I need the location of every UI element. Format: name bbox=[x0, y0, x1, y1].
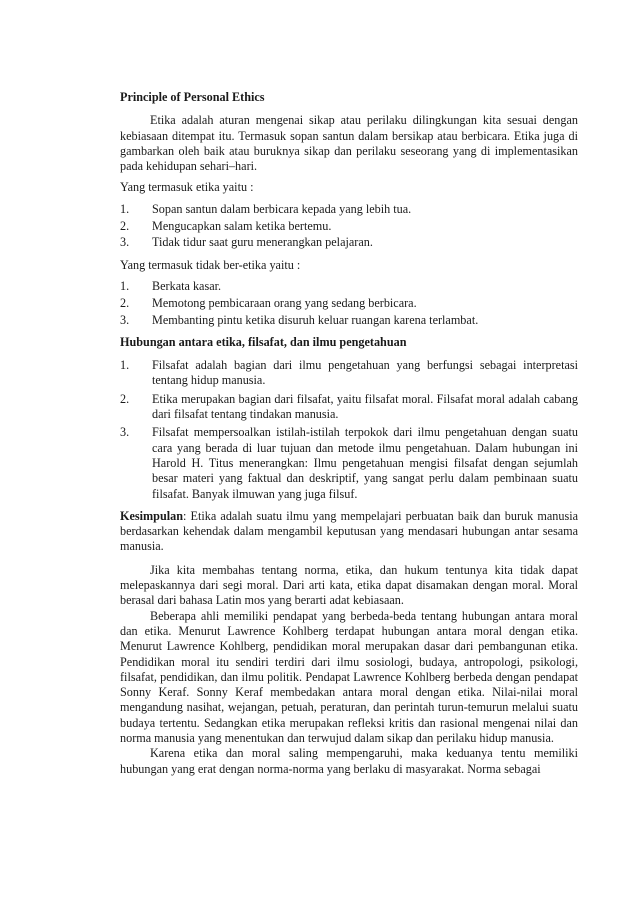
conclusion-paragraph bbox=[120, 509, 578, 555]
list-number: 2. bbox=[120, 295, 130, 310]
document-title: Principle of Personal Ethics bbox=[120, 90, 265, 104]
list-item bbox=[120, 202, 578, 217]
body-paragraph: Jika kita membahas tentang norma, etika, dan hukum tentunya kita tidak dapat melepaskannya dari segi moral. Dari arti kata, etika dapat disamakan dengan moral. Moral berasal dari bahasa Latin mos yang berarti adat kebiasaan. bbox=[120, 562, 578, 608]
list-item bbox=[120, 425, 578, 501]
list-text: Membanting pintu ketika disuruh keluar ruangan karena terlambat. bbox=[152, 312, 479, 327]
ethical-list bbox=[120, 202, 578, 251]
section-heading: Hubungan antara etika, filsafat, dan ilmu pengetahuan bbox=[120, 334, 407, 349]
relation-list bbox=[120, 358, 578, 502]
ethical-list-label: Yang termasuk etika yaitu : bbox=[120, 180, 254, 195]
unethical-list-label: Yang termasuk tidak ber-etika yaitu : bbox=[120, 257, 301, 272]
list-number: 1. bbox=[120, 278, 130, 293]
list-item bbox=[120, 235, 578, 250]
list-item bbox=[120, 313, 578, 328]
list-item bbox=[120, 296, 578, 311]
list-item bbox=[120, 279, 578, 294]
document-page bbox=[120, 90, 578, 777]
list-number: 3. bbox=[120, 312, 130, 327]
list-number: 2. bbox=[120, 391, 130, 406]
list-text: Mengucapkan salam ketika bertemu. bbox=[152, 218, 332, 233]
list-text: Tidak tidur saat guru menerangkan pelajaran. bbox=[152, 235, 373, 250]
unethical-list bbox=[120, 279, 578, 328]
list-text: Filsafat adalah bagian dari ilmu pengetahuan yang berfungsi sebagai interpretasi tentang hidup manusia. bbox=[152, 358, 578, 388]
list-text: Etika merupakan bagian dari filsafat, yaitu filsafat moral. Filsafat moral adalah cabang dari filsafat tentang tindakan manusia. bbox=[152, 391, 578, 422]
list-item bbox=[120, 392, 578, 423]
list-text: Memotong pembicaraan orang yang sedang berbicara. bbox=[152, 295, 417, 310]
list-item bbox=[120, 219, 578, 234]
list-text: Sopan santun dalam berbicara kepada yang lebih tua. bbox=[152, 201, 412, 216]
list-text: Berkata kasar. bbox=[152, 278, 222, 293]
conclusion-text: : Etika adalah suatu ilmu yang mempelajari perbuatan baik dan buruk manusia berdasarkan kehendak dalam mengambil keputusan yang mendasari hubungan antar sesama manusia. bbox=[120, 508, 578, 554]
list-number: 3. bbox=[120, 235, 130, 250]
body-paragraph: Karena etika dan moral saling mempengaruhi, maka keduanya tentu memiliki hubungan yang erat dengan norma-norma yang berlaku di masyarakat. Norma sebagai bbox=[120, 746, 578, 776]
list-item bbox=[120, 358, 578, 389]
list-number: 2. bbox=[120, 218, 130, 233]
body-paragraph: Beberapa ahli memiliki pendapat yang berbeda-beda tentang hubungan antara moral dan etika. Menurut Lawrence Kohlberg terdapat hubungan antara moral dengan etika. Menurut Lawrence Kohlberg, pendidikan moral merupakan dasar dari pembangunan etika. Pendidikan moral itu sendiri terdiri dari ilmu sosiologi, budaya, antropologi, psikologi, filsafat, pendidikan, dan ilmu politik. Pendapat Lawrence Kohlberg berbeda dengan pendapat Sonny Keraf. Sonny Keraf membedakan antara moral dengan etika. Nilai-nilai moral mengandung nasihat, wejangan, petuah, peraturan, dan perintah turun-temurun melalui suatu budaya tertentu. Sedangkan etika merupakan refleksi kritis dan rasional mengenai nilai dan norma manusia yang menentukan dan terwujud dalam sikap dan perilaku hidup manusia. bbox=[120, 608, 578, 745]
conclusion-label: Kesimpulan bbox=[120, 508, 183, 523]
list-number: 1. bbox=[120, 358, 130, 373]
list-number: 1. bbox=[120, 201, 130, 216]
list-text: Filsafat mempersoalkan istilah-istilah terpokok dari ilmu pengetahuan dengan suatu cara yang berada di luar tujuan dan metode ilmu pengetahuan. Dalam hubungan ini Harold H. Titus menerangkan: Ilmu pengetahuan mengisi filsafat dengan sejumlah besar materi yang faktual dan deskriptif, yang sangat perlu dalam pembinaan suatu filsafat. Banyak ilmuwan yang juga filsuf. bbox=[152, 425, 578, 501]
list-number: 3. bbox=[120, 425, 130, 440]
intro-paragraph: Etika adalah aturan mengenai sikap atau perilaku dilingkungan kita sesuai dengan kebiasaan ditempat itu. Termasuk sopan santun dalam bersikap atau berbicara. Etika juga di gambarkan oleh baik atau buruknya sikap dan perilaku seseorang yang di implementasikan pada kehidupan sehari–hari. bbox=[120, 113, 578, 174]
